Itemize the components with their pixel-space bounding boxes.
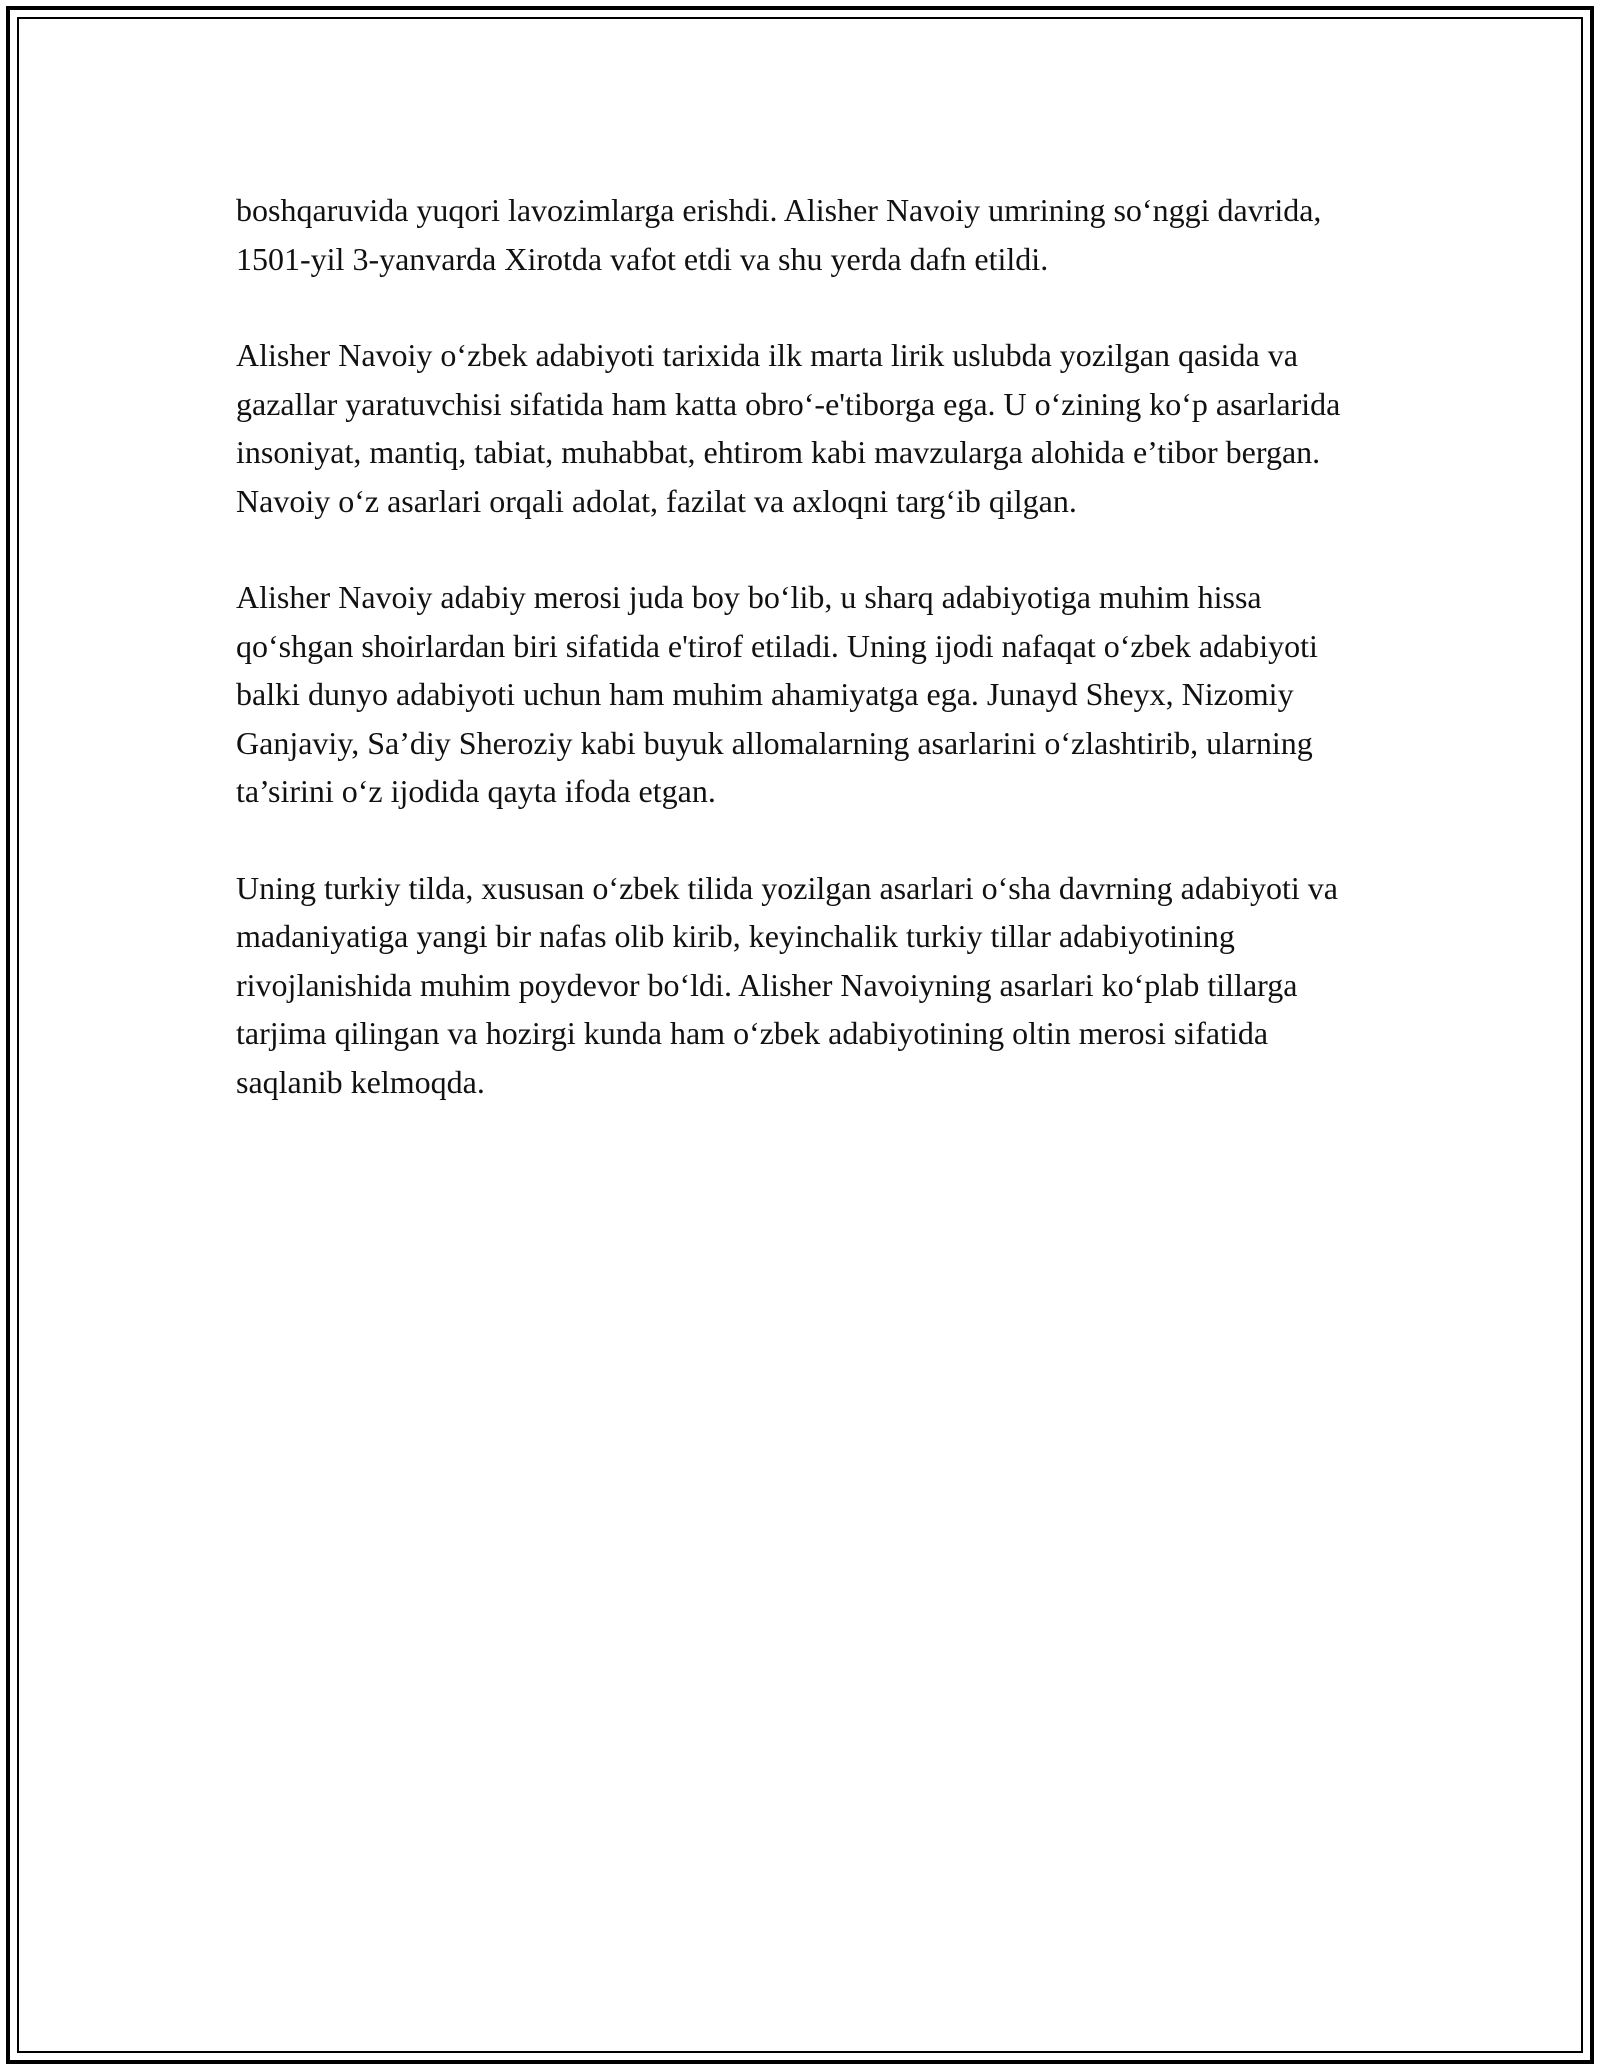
document-body: [236, 186, 1376, 1154]
paragraph-2: Alisher Navoiy o‘zbek adabiyoti tarixida ilk marta lirik uslubda yozilgan qasida va gazallar yaratuvchisi sifatida ham katta obro‘-e'tiborga ega. U o‘zining ko‘p asarlarida insoniyat, mantiq, tabiat, muhabbat, ehtirom kabi mavzularga alohida e’tibor bergan. Navoiy o‘z asarlari orqali adolat, fazilat va axloqni targ‘ib qilgan.: [236, 337, 1341, 519]
paragraph-4: Uning turkiy tilda, xususan o‘zbek tilida yozilgan asarlari o‘sha davrning adabiyoti va madaniyatiga yangi bir nafas olib kirib, keyinchalik turkiy tillar adabiyotining rivojlanishida muhim poydevor bo‘ldi. Alisher Navoiyning asarlari ko‘plab tillarga tarjima qilingan va hozirgi kunda ham o‘zbek adabiyotining oltin merosi sifatida saqlanib kelmoqda.: [236, 869, 1338, 1100]
paragraph-3: Alisher Navoiy adabiy merosi juda boy bo‘lib, u sharq adabiyotiga muhim hissa qo‘shgan shoirlardan biri sifatida e'tirof etiladi. Uning ijodi nafaqat o‘zbek adabiyoti balki dunyo adabiyoti uchun ham muhim ahamiyatga ega. Junayd Sheyx, Nizomiy Ganjaviy, Sa’diy Sheroziy kabi buyuk allomalarning asarlarini o‘zlashtirib, ularning ta’sirini o‘z ijodida qayta ifoda etgan.: [236, 579, 1318, 809]
paragraph-1: boshqaruvida yuqori lavozimlarga erishdi. Alisher Navoiy umrining so‘nggi davrida, 1501-yil 3-yanvarda Xirotda vafot etdi va shu yerda dafn etildi.: [236, 192, 1322, 277]
